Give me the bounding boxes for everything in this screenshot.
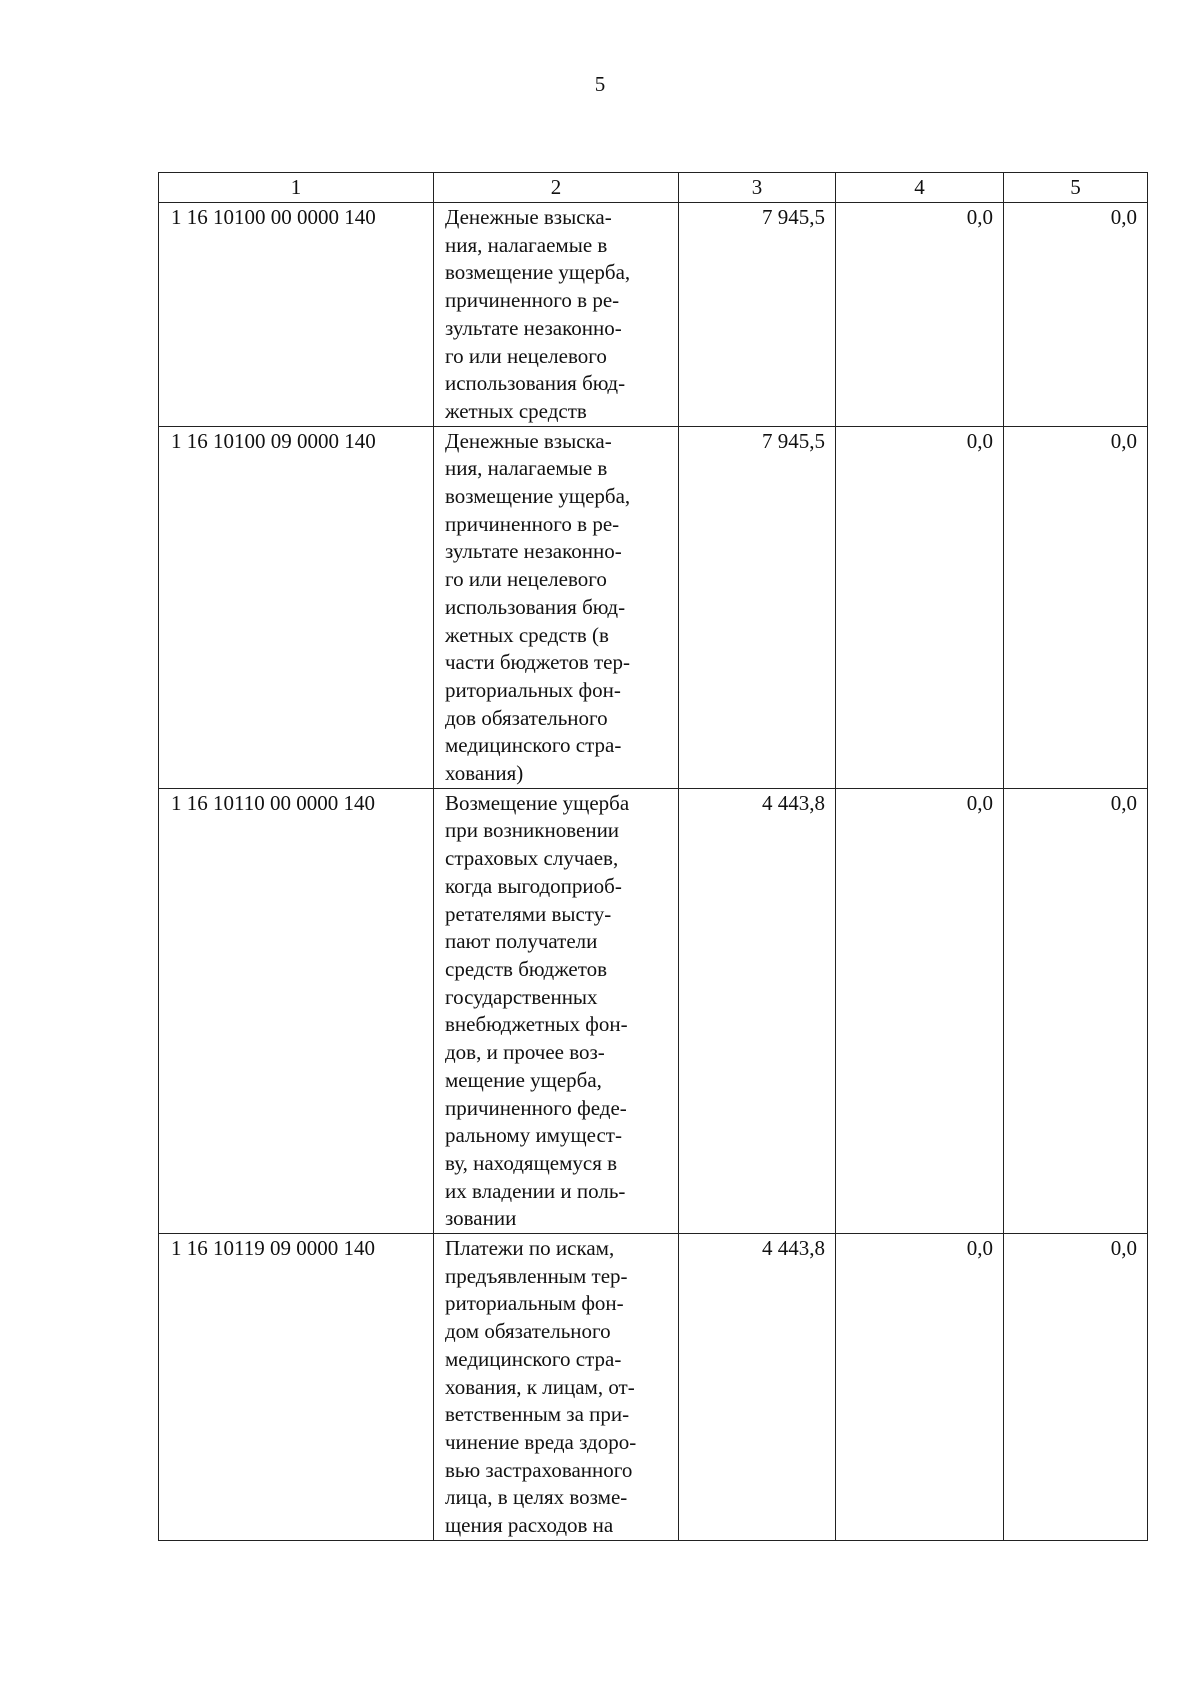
budget-code-cell: 1 16 10119 09 0000 140 [159, 1234, 434, 1541]
description-line: Денежные взыска- [445, 428, 612, 453]
description-line: страховых случаев, [445, 846, 619, 871]
description-cell [434, 203, 679, 427]
amount-cell-4: 0,0 [836, 1234, 1004, 1541]
table-row [159, 203, 1148, 427]
description-line: риториальных фон- [445, 677, 621, 702]
amount-cell-4: 0,0 [836, 426, 1004, 788]
description-line: риториальным фон- [445, 1291, 624, 1316]
amount-cell-3: 4 443,8 [679, 1234, 836, 1541]
column-header-3: 3 [679, 173, 836, 203]
description-line: чинение вреда здоро- [445, 1429, 637, 1454]
description-line: ральному имущест- [445, 1123, 622, 1148]
description-line: щения расходов на [445, 1513, 614, 1538]
amount-cell-3: 7 945,5 [679, 426, 836, 788]
column-header-2: 2 [434, 173, 679, 203]
description-line: зультате незаконно- [445, 539, 622, 564]
description-line: их владении и поль- [445, 1178, 626, 1203]
description-line: причиненного в ре- [445, 511, 620, 536]
description-line: медицинского стра- [445, 1346, 622, 1371]
description-line: использования бюд- [445, 594, 626, 619]
amount-cell-5: 0,0 [1004, 788, 1148, 1233]
description-line: хования, к лицам, от- [445, 1374, 635, 1399]
description-cell [434, 1234, 679, 1541]
description-line: пают получатели [445, 929, 598, 954]
table-row [159, 426, 1148, 788]
description-line: зовании [445, 1206, 517, 1231]
column-header-1: 1 [159, 173, 434, 203]
amount-cell-5: 0,0 [1004, 1234, 1148, 1541]
table-header-row [159, 173, 1148, 203]
description-line: части бюджетов тер- [445, 650, 630, 675]
description-line: государственных [445, 984, 598, 1009]
description-cell [434, 426, 679, 788]
budget-code-cell: 1 16 10100 09 0000 140 [159, 426, 434, 788]
description-line: медицинского стра- [445, 733, 622, 758]
description-line: когда выгодоприоб- [445, 873, 622, 898]
description-line: ветственным за при- [445, 1402, 630, 1427]
amount-cell-3: 4 443,8 [679, 788, 836, 1233]
description-line: зультате незаконно- [445, 315, 622, 340]
amount-cell-4: 0,0 [836, 788, 1004, 1233]
description-line: использования бюд- [445, 371, 626, 396]
amount-cell-5: 0,0 [1004, 426, 1148, 788]
description-line: возмещение ущерба, [445, 260, 631, 285]
description-line: Денежные взыска- [445, 205, 612, 229]
description-line: причиненного феде- [445, 1095, 627, 1120]
column-header-5: 5 [1004, 173, 1148, 203]
description-line: Возмещение ущерба [445, 790, 630, 815]
amount-cell-4: 0,0 [836, 203, 1004, 427]
amount-cell-3: 7 945,5 [679, 203, 836, 427]
description-line: Платежи по искам, [445, 1236, 615, 1261]
description-line: возмещение ущерба, [445, 484, 631, 509]
table-row [159, 1234, 1148, 1541]
description-line: дов, и прочее воз- [445, 1040, 605, 1065]
description-line: ретателями высту- [445, 901, 612, 926]
description-line: го или нецелевого [445, 567, 607, 592]
description-line: дов обязательного [445, 705, 608, 730]
column-header-4: 4 [836, 173, 1004, 203]
description-line: предъявленным тер- [445, 1263, 628, 1288]
description-line: лица, в целях возме- [445, 1485, 628, 1510]
description-line: причиненного в ре- [445, 288, 620, 313]
budget-table [158, 172, 1148, 1541]
description-line: жетных средств [445, 398, 587, 423]
description-line: жетных средств (в [445, 622, 609, 647]
amount-cell-5: 0,0 [1004, 203, 1148, 427]
table-row [159, 788, 1148, 1233]
description-line: дом обязательного [445, 1319, 611, 1344]
page-number: 5 [594, 72, 606, 96]
description-line: го или нецелевого [445, 343, 607, 368]
description-line: средств бюджетов [445, 956, 608, 981]
description-line: вью застрахованного [445, 1457, 633, 1482]
budget-code-cell: 1 16 10100 00 0000 140 [159, 203, 434, 427]
table-body [159, 203, 1148, 1541]
description-line: хования) [445, 761, 524, 786]
description-line: ния, налагаемые в [445, 232, 608, 257]
description-line: мещение ущерба, [445, 1067, 602, 1092]
budget-code-cell: 1 16 10110 00 0000 140 [159, 788, 434, 1233]
description-cell [434, 788, 679, 1233]
description-line: при возникновении [445, 818, 620, 843]
description-line: внебюджетных фон- [445, 1012, 628, 1037]
description-line: ния, налагаемые в [445, 456, 608, 481]
description-line: ву, находящемуся в [445, 1150, 618, 1175]
